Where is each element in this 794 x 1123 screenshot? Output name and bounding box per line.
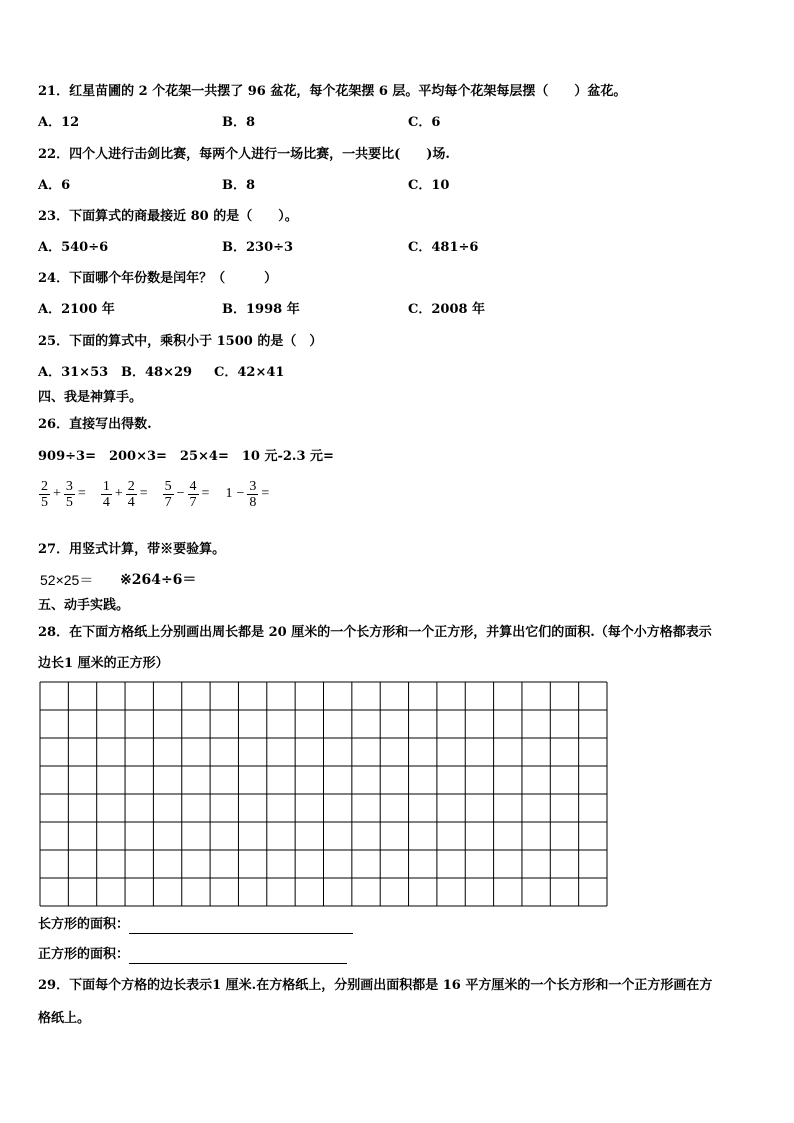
q25-option-c: C．42×41 xyxy=(214,365,285,380)
fraction xyxy=(247,479,258,510)
question-23-stem: 23．下面算式的商最接近 80 的是（ ）。 xyxy=(38,209,298,224)
fraction xyxy=(188,479,199,510)
q24-option-b: B．1998 年 xyxy=(222,302,300,317)
fraction xyxy=(163,479,174,510)
q25-option-a: A．31×53 xyxy=(38,365,109,380)
numerator: 5 xyxy=(164,478,172,494)
q23-option-a: A．540÷6 xyxy=(38,240,109,255)
rectangle-area-blank[interactable] xyxy=(129,933,353,934)
q27-expression-2-text: ※264÷6＝ xyxy=(120,572,197,588)
numerator: 2 xyxy=(127,478,135,494)
q23-option-c: C．481÷6 xyxy=(408,240,479,255)
q22-option-a: A．6 xyxy=(38,178,71,193)
denominator: 5 xyxy=(41,494,48,510)
question-29-stem-line-1: 29．下面每个方格的边长表示1 厘米.在方格纸上，分别画出面积都是 16 平方厘米的一个长方形和一个正方形画在方 xyxy=(38,978,713,993)
question-21-stem: 21．红星苗圃的 2 个花架一共摆了 96 盆花，每个花架摆 6 层。平均每个花架每层摆（ ）盆花。 xyxy=(38,84,627,99)
question-24-stem: 24．下面哪个年份数是闰年？（ ） xyxy=(38,271,278,286)
q24-option-a: A．2100 年 xyxy=(38,302,115,317)
q23-option-b: B．230÷3 xyxy=(222,240,294,255)
q27-expression-2 xyxy=(120,571,196,589)
question-29-stem-line-2: 格纸上。 xyxy=(38,1011,91,1026)
fraction xyxy=(39,479,50,510)
square-grid-paper[interactable] xyxy=(39,681,609,907)
equals-sign: = xyxy=(139,486,148,501)
fraction-expression-3 xyxy=(162,479,212,510)
q22-option-c: C．10 xyxy=(408,178,450,193)
square-area-answer xyxy=(38,946,347,964)
q25-option-b: B．48×29 xyxy=(121,365,193,380)
fraction xyxy=(64,479,75,510)
q24-option-c: C．2008 年 xyxy=(408,302,486,317)
numerator: 3 xyxy=(65,478,73,494)
operator: − xyxy=(176,486,185,501)
numerator: 1 xyxy=(102,478,110,494)
square-area-label: 正方形的面积： xyxy=(38,947,130,962)
q26-fraction-row xyxy=(38,476,283,512)
equals-sign: = xyxy=(201,486,210,501)
numerator: 2 xyxy=(41,478,48,494)
question-22-stem: 22．四个人进行击剑比赛，每两个人进行一场比赛，一共要比( )场. xyxy=(38,147,450,162)
q21-option-a: A．12 xyxy=(38,115,80,130)
fraction-expression-1 xyxy=(38,479,88,510)
q21-option-c: C．6 xyxy=(408,115,441,130)
operator: − xyxy=(236,486,245,501)
equals-sign: = xyxy=(77,486,86,501)
denominator: 4 xyxy=(127,494,135,510)
operator: + xyxy=(53,486,61,501)
square-area-blank[interactable] xyxy=(129,963,347,964)
operator: + xyxy=(114,486,123,501)
section-4-heading: 四、我是神算手。 xyxy=(38,390,143,405)
question-25-stem: 25．下面的算式中，乘积小于 1500 的是（ ） xyxy=(38,334,323,349)
denominator: 8 xyxy=(249,494,257,510)
whole-number: 1 xyxy=(225,486,233,501)
denominator: 7 xyxy=(189,494,197,510)
denominator: 7 xyxy=(164,494,172,510)
equals-sign: = xyxy=(261,486,270,501)
denominator: 4 xyxy=(102,494,110,510)
fraction xyxy=(101,479,112,510)
fraction-expression-2 xyxy=(100,479,150,510)
numerator: 3 xyxy=(249,478,257,494)
rectangle-area-answer xyxy=(38,916,353,934)
question-28-stem-line-1: 28．在下面方格纸上分别画出周长都是 20 厘米的一个长方形和一个正方形，并算出它们的面积.（每个小方格都表示 xyxy=(38,625,712,640)
question-26-stem: 26．直接写出得数. xyxy=(38,417,152,432)
numerator: 4 xyxy=(189,478,197,494)
question-28-stem-line-2: 边长1 厘米的正方形） xyxy=(38,656,169,671)
q21-option-b: B．8 xyxy=(222,115,256,130)
fraction-expression-4 xyxy=(223,479,271,510)
fraction xyxy=(126,479,137,510)
question-27-stem: 27．用竖式计算，带※要验算。 xyxy=(38,542,226,557)
q26-mental-math-line: 909÷3= 200×3= 25×4= 10 元-2.3 元= xyxy=(38,449,334,464)
section-5-heading: 五、动手实践。 xyxy=(38,598,130,613)
denominator: 5 xyxy=(65,494,73,510)
q22-option-b: B．8 xyxy=(222,178,256,193)
rectangle-area-label: 长方形的面积： xyxy=(38,917,130,932)
q27-expression-1: 52×25＝ xyxy=(40,572,94,588)
